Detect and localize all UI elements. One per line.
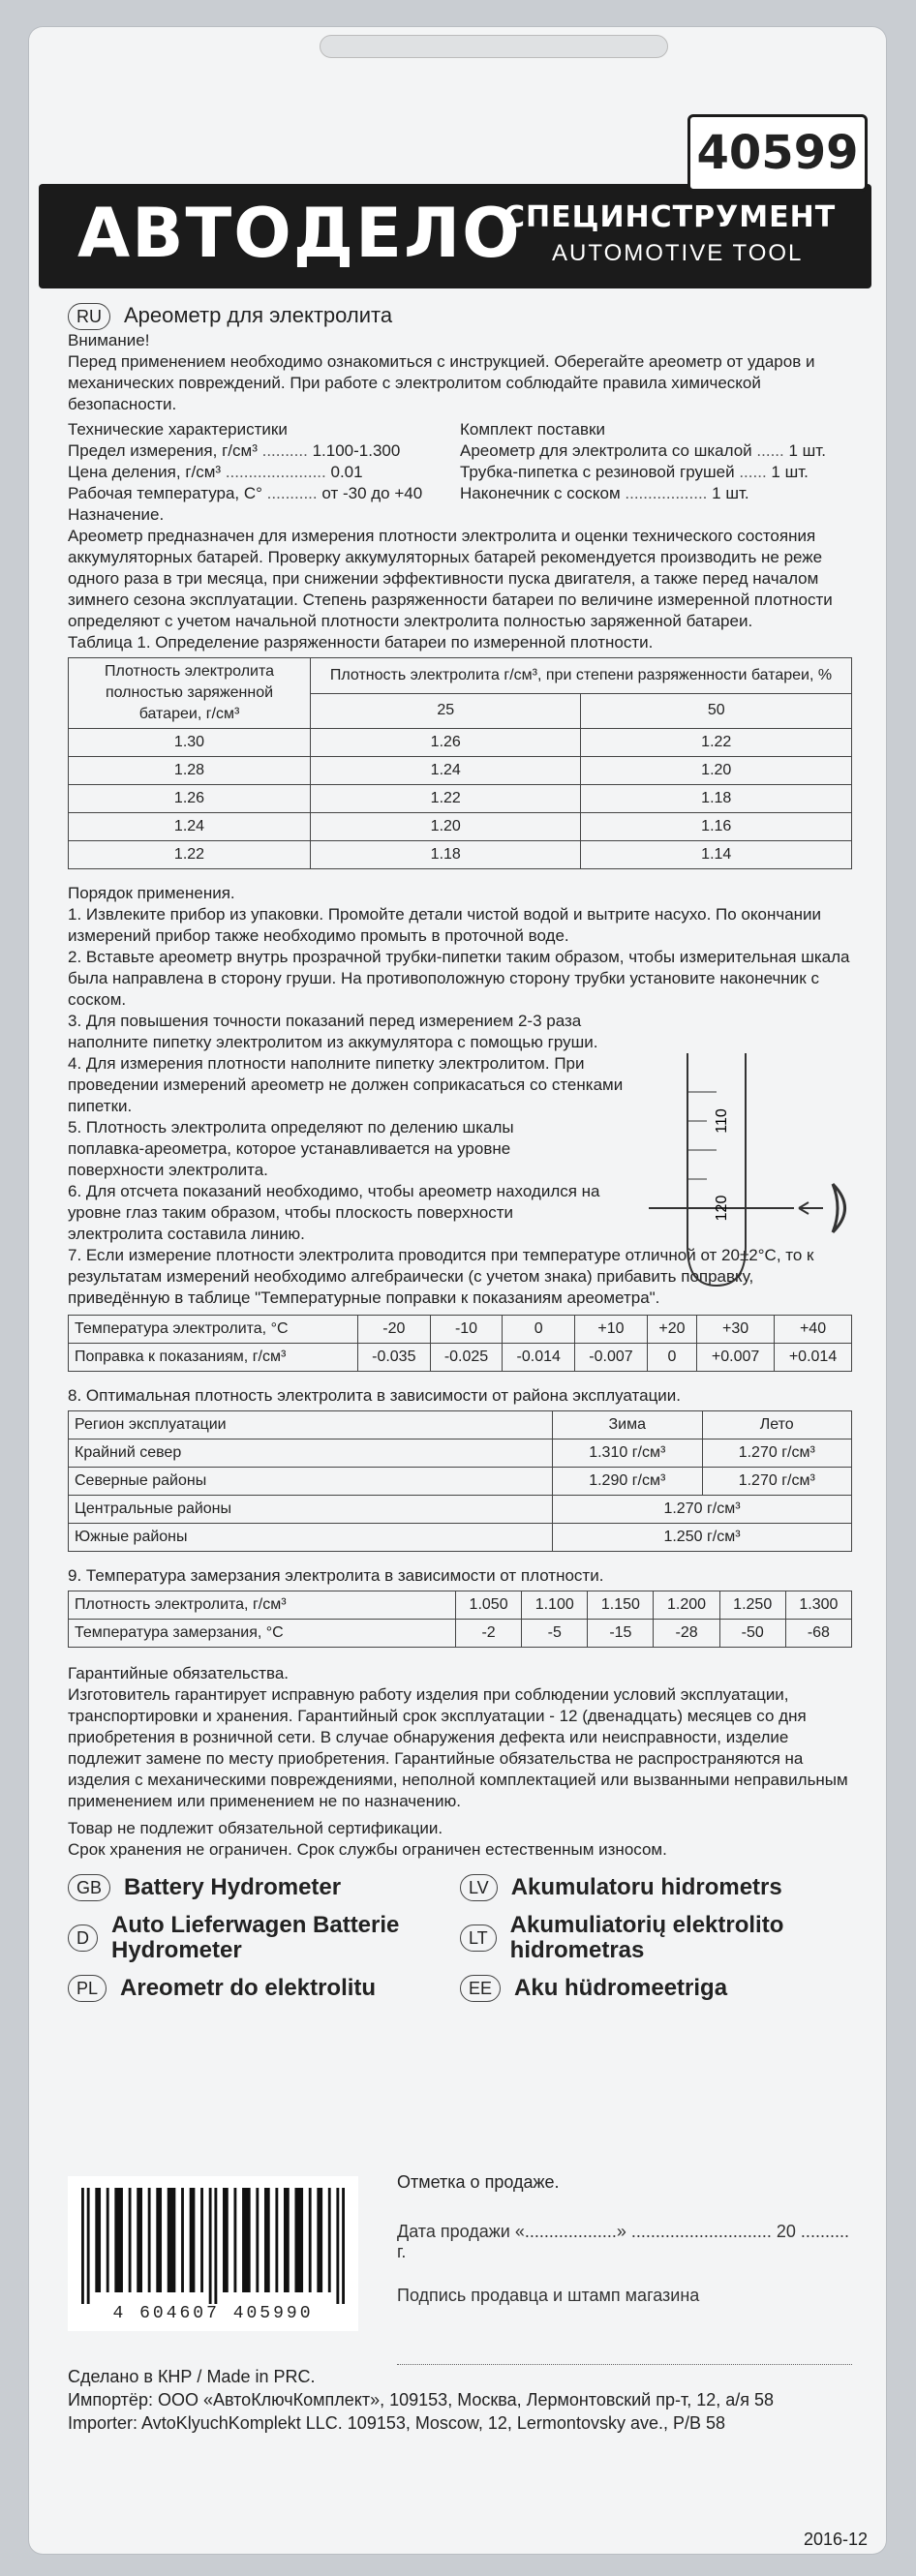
hang-hole xyxy=(320,35,668,58)
text: -0.025 xyxy=(430,1344,503,1372)
kit-line: Наконечник с соском .................. 1 шт. xyxy=(460,484,749,502)
text: Плотность электролита г/см³, при степени разряженности батареи, % xyxy=(311,658,852,694)
text: 1.20 xyxy=(581,757,852,785)
lang-badge-ru: RU xyxy=(68,303,110,330)
text: Ареометр для электролита со шкалой xyxy=(460,441,752,460)
text: Плотность электролита, г/см³ xyxy=(69,1591,456,1620)
text: -5 xyxy=(522,1620,588,1648)
tech-line: Рабочая температура, С° ........... от -30 до +40 xyxy=(68,484,423,502)
importer-en: Importer: AvtoKlyuchKomplekt LLC. 109153, Moscow, 12, Lermontovsky ave., P/B 58 xyxy=(68,2413,726,2433)
text: 1.150 xyxy=(588,1591,654,1620)
text: -0.014 xyxy=(503,1344,575,1372)
table-row xyxy=(69,785,852,813)
text: PL xyxy=(68,1975,107,2002)
text: -15 xyxy=(588,1620,654,1648)
text: Рабочая температура, С° xyxy=(68,484,262,502)
date-code: 2016-12 xyxy=(804,2530,869,2549)
table-row xyxy=(69,729,852,757)
text: Цена деления, г/см³ xyxy=(68,463,222,481)
text: Температура замерзания, °С xyxy=(69,1620,456,1648)
text: Aku hüdromeetriga xyxy=(514,1975,728,2001)
text: от -30 до +40 xyxy=(321,484,423,502)
text: -0.007 xyxy=(575,1344,648,1372)
text: 1.250 г/см³ xyxy=(553,1524,852,1552)
table-row xyxy=(69,1316,852,1344)
purpose-title: Назначение. xyxy=(68,505,165,524)
table-row xyxy=(69,757,852,785)
text: 1 шт. xyxy=(712,484,749,502)
text: Лето xyxy=(702,1411,852,1440)
footer xyxy=(68,2365,774,2435)
step: 6. Для отсчета показаний необходимо, чтобы ареометр находился на уровне глаз таким образом, чтобы плоскость поверхности электролита составила линию. xyxy=(68,1182,600,1243)
text: Плотность электролита полностью заряженной батареи, г/см³ xyxy=(69,658,311,729)
text: 0 xyxy=(647,1344,696,1372)
hydrometer-reading-diagram xyxy=(649,1053,871,1295)
text: 1.050 xyxy=(456,1591,522,1620)
text: 1.26 xyxy=(69,785,311,813)
order-title: Порядок применения. xyxy=(68,884,235,902)
text: 1.26 xyxy=(311,729,581,757)
text: 1 шт. xyxy=(788,441,826,460)
text: 1.300 xyxy=(785,1591,851,1620)
table8-title: 8. Оптимальная плотность электролита в зависимости от района эксплуатации. xyxy=(68,1386,682,1405)
text: -50 xyxy=(719,1620,785,1648)
table9-title: 9. Температура замерзания электролита в зависимости от плотности. xyxy=(68,1566,604,1585)
kit-line: Трубка-пипетка с резиновой грушей ...... 1 шт. xyxy=(460,463,809,481)
text: 1.310 г/см³ xyxy=(553,1440,703,1468)
text: 1.100 xyxy=(522,1591,588,1620)
scale-label-120: 120 xyxy=(714,1195,730,1222)
text: 1.18 xyxy=(581,785,852,813)
text: 1.100-1.300 xyxy=(312,441,401,460)
scale-label-110: 110 xyxy=(714,1108,730,1134)
text: 1.22 xyxy=(69,841,311,869)
text: 1.270 г/см³ xyxy=(702,1468,852,1496)
sale-date: Дата продажи «...................» ............................. 20 .......... г. xyxy=(397,2222,849,2261)
table-row xyxy=(69,1440,852,1468)
text: +40 xyxy=(775,1316,852,1344)
text: 1.250 xyxy=(719,1591,785,1620)
text: -28 xyxy=(654,1620,719,1648)
warranty-title: Гарантийные обязательства. xyxy=(68,1664,290,1682)
text: Зима xyxy=(553,1411,703,1440)
barcode-bars xyxy=(81,2188,345,2304)
table-row xyxy=(69,1344,852,1372)
table-row xyxy=(69,1620,852,1648)
purpose-text: Ареометр предназначен для измерения плотности электролита и оценки технического состояния аккумуляторных батарей. Проверку аккумуляторных батарей рекомендуется производить не реже одного раза в три месяца, при снижении эффективности пуска двигателя, а также перед началом зимнего сезона эксплуатации. Степень разряженности батареи по величине измеренной плотности определяют с учетом начальной плотности электролита полностью заряженной батареи. xyxy=(68,527,833,630)
lang-item xyxy=(460,1913,852,1963)
text: Северные районы xyxy=(69,1468,553,1496)
text: Южные районы xyxy=(69,1524,553,1552)
importer-ru: Импортёр: ООО «АвтоКлючКомплект», 109153, Москва, Лермонтовский пр-т, 12, а/я 58 xyxy=(68,2390,775,2409)
text: 1.28 xyxy=(69,757,311,785)
languages xyxy=(68,1874,852,2002)
text: 1.22 xyxy=(581,729,852,757)
step: 7. Если измерение плотности электролита проводится при температуре отличной от 20±2°С, то к результатам измерений необходимо алгебраически (с учетом знака) прибавить поправку, приведённую в таблице "Температурные поправки к показаниям ареометра". xyxy=(68,1246,814,1307)
sale-sign: Подпись продавца и штамп магазина xyxy=(397,2286,700,2305)
table-row xyxy=(69,1591,852,1620)
table-row xyxy=(69,813,852,841)
text: 25 xyxy=(311,693,581,729)
text: 1 шт. xyxy=(771,463,809,481)
text: Akumulatoru hidrometrs xyxy=(510,1874,782,1900)
warning-text: Перед применением необходимо ознакомиться с инструкцией. Оберегайте ареометр от ударов и механических повреждений. При работе с электролитом соблюдайте правила химической безопасности. xyxy=(68,352,815,413)
text: 1.290 г/см³ xyxy=(553,1468,703,1496)
table-row xyxy=(69,841,852,869)
spec-ru: СПЕЦИНСТРУМЕНТ xyxy=(504,200,837,234)
text: Центральные районы xyxy=(69,1496,553,1524)
barcode-number: 4 604607 405990 xyxy=(112,2304,314,2323)
header xyxy=(39,68,871,292)
text: LV xyxy=(460,1874,498,1901)
text: Регион эксплуатации xyxy=(69,1411,553,1440)
text: 0.01 xyxy=(330,463,363,481)
text: 1.30 xyxy=(69,729,311,757)
text: Наконечник с соском xyxy=(460,484,621,502)
tech-line: Цена деления, г/см³ ...................... 0.01 xyxy=(68,463,363,481)
kit-line: Ареометр для электролита со шкалой ...... 1 шт. xyxy=(460,441,826,460)
text: EE xyxy=(460,1975,501,2002)
spec-en: AUTOMOTIVE TOOL xyxy=(552,240,804,266)
tech-title: Технические характеристики xyxy=(68,420,288,439)
text: +10 xyxy=(575,1316,648,1344)
lang-item xyxy=(68,1913,460,1963)
text: 50 xyxy=(581,693,852,729)
text: +30 xyxy=(697,1316,775,1344)
step: 1. Извлеките прибор из упаковки. Промойте детали чистой водой и вытрите насухо. По окончании измерений прибор также необходимо промыть в проточной воде. xyxy=(68,905,822,945)
text: Температура электролита, °С xyxy=(69,1316,358,1344)
table-freezing xyxy=(68,1591,852,1648)
tech-line: Предел измерения, г/см³ .......... 1.100-1.300 xyxy=(68,441,401,460)
text: -0.035 xyxy=(357,1344,430,1372)
sale-mark xyxy=(397,2172,862,2365)
text: Предел измерения, г/см³ xyxy=(68,441,258,460)
brand-logo: АВТОДЕЛО xyxy=(77,194,522,273)
text: Battery Hydrometer xyxy=(124,1874,342,1900)
text: Крайний север xyxy=(69,1440,553,1468)
lang-item xyxy=(68,1975,460,2002)
table-discharge xyxy=(68,657,852,869)
table-row xyxy=(69,1468,852,1496)
table1-title: Таблица 1. Определение разряженности батареи по измеренной плотности. xyxy=(68,633,654,652)
text: Трубка-пипетка с резиновой грушей xyxy=(460,463,735,481)
text: 1.22 xyxy=(311,785,581,813)
text: -68 xyxy=(785,1620,851,1648)
certification: Товар не подлежит обязательной сертификации. xyxy=(68,1819,443,1837)
text: 1.270 г/см³ xyxy=(553,1496,852,1524)
text: Auto Lieferwagen Batterie Hydrometer xyxy=(111,1912,400,1963)
table-temp-correction xyxy=(68,1315,852,1372)
text: 1.24 xyxy=(69,813,311,841)
text: D xyxy=(68,1924,98,1952)
text: LT xyxy=(460,1924,497,1952)
text: GB xyxy=(68,1874,110,1901)
text: Поправка к показаниям, г/см³ xyxy=(69,1344,358,1372)
lang-item xyxy=(460,1874,852,1901)
step: 4. Для измерения плотности наполните пипетку электролитом. При проведении измерений ареометр не должен соприкасаться со стенками пипетки. xyxy=(68,1054,624,1115)
lang-item xyxy=(460,1975,852,2002)
kit-title: Комплект поставки xyxy=(460,420,605,439)
text: 1.20 xyxy=(311,813,581,841)
text: 1.18 xyxy=(311,841,581,869)
text: +0.014 xyxy=(775,1344,852,1372)
card xyxy=(29,27,886,2554)
sale-title: Отметка о продаже. xyxy=(397,2172,560,2192)
text: 1.270 г/см³ xyxy=(702,1440,852,1468)
attention: Внимание! xyxy=(68,331,150,349)
table-region xyxy=(68,1410,852,1552)
step: 3. Для повышения точности показаний перед измерением 2-3 раза наполните пипетку электролитом из аккумулятора с помощью груши. xyxy=(68,1012,598,1051)
barcode xyxy=(68,2176,358,2331)
eye-icon xyxy=(833,1184,845,1232)
table-row xyxy=(69,1496,852,1524)
text: 0 xyxy=(503,1316,575,1344)
text: 1.200 xyxy=(654,1591,719,1620)
warranty-text: Изготовитель гарантирует исправную работу изделия при соблюдении условий эксплуатации, транспортировки и хранения. Гарантийный срок эксплуатации - 12 (двенадцать) месяцев со дня приобретения в розничной сети. В случае обнаружения дефекта или неисправности, изделие подлежит замене по месту приобретения. Гарантийные обязательства не распространяются на изделия с механическими повреждениями, неполной комплектацией или вызванными неправильным применением или применением не по назначению. xyxy=(68,1685,848,1810)
text: 1.14 xyxy=(581,841,852,869)
text: Areometr do elektrolitu xyxy=(120,1975,377,2001)
text: -20 xyxy=(357,1316,430,1344)
article-number: 40599 xyxy=(687,114,868,192)
text: +0.007 xyxy=(697,1344,775,1372)
text: 1.16 xyxy=(581,813,852,841)
step: 5. Плотность электролита определяют по делению шкалы поплавка-ареометра, которое устанавливается на уровне поверхности электролита. xyxy=(68,1118,514,1179)
table-row xyxy=(69,1524,852,1552)
storage: Срок хранения не ограничен. Срок службы ограничен естественным износом. xyxy=(68,1840,667,1859)
made-in: Сделано в КНР / Made in PRC. xyxy=(68,2367,316,2386)
text: Akumuliatorių elektrolito hidrometras xyxy=(509,1912,784,1963)
lang-item xyxy=(68,1874,460,1901)
product-title: Ареометр для электролита xyxy=(124,303,393,327)
step: 2. Вставьте ареометр внутрь прозрачной трубки-пипетки таким образом, чтобы измерительная шкала была направлена в сторону груши. На противоположную сторону трубки установите наконечник с соском. xyxy=(68,948,850,1009)
text: +20 xyxy=(647,1316,696,1344)
text: -10 xyxy=(430,1316,503,1344)
text: 1.24 xyxy=(311,757,581,785)
text: -2 xyxy=(456,1620,522,1648)
